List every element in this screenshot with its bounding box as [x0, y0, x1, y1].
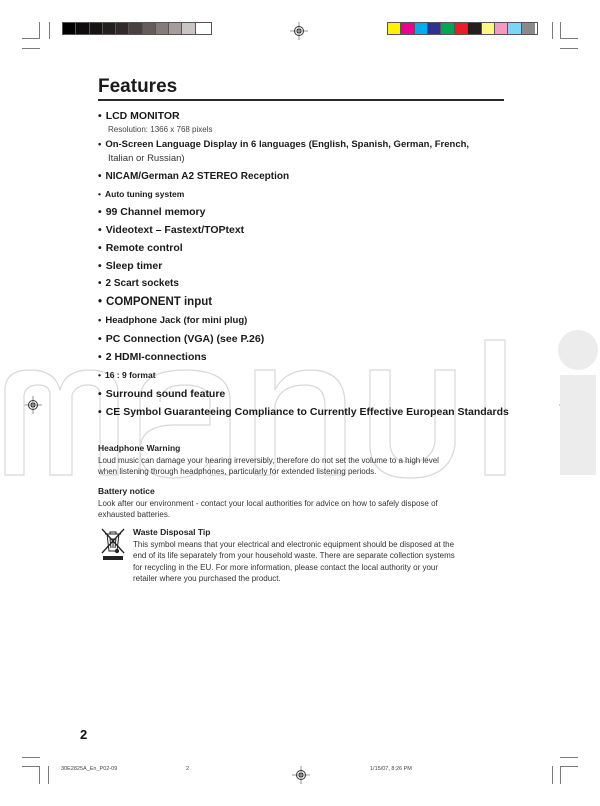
- feature-label: NICAM/German A2 STEREO Reception: [105, 171, 290, 182]
- registration-mark-icon: [290, 22, 308, 40]
- color-swatch: [90, 23, 103, 34]
- bullet: •: [98, 110, 102, 122]
- crop-mark: [48, 766, 49, 784]
- bullet: •: [98, 388, 102, 400]
- color-swatch: [468, 23, 481, 34]
- registration-mark-icon: [559, 396, 577, 414]
- crop-mark: [552, 766, 553, 784]
- title-divider: [98, 99, 504, 101]
- headphone-warning-text: Loud music can damage your hearing irreversibly, therefore do not set the volume to a high level when listening through headphones, particularly for extended listening periods.: [98, 455, 439, 476]
- feature-label: Sleep timer: [105, 260, 163, 272]
- color-swatch: [428, 23, 441, 34]
- feature-item: [98, 242, 183, 254]
- feature-label: 2 HDMI-connections: [105, 351, 207, 363]
- bullet: •: [98, 206, 102, 218]
- feature-item: [98, 406, 509, 418]
- color-calibration-bar: [387, 22, 538, 35]
- registration-mark-icon: [24, 396, 42, 414]
- crop-mark: [560, 766, 578, 767]
- feature-label: Remote control: [105, 242, 183, 254]
- bullet: •: [98, 224, 102, 236]
- crop-mark: [22, 757, 40, 758]
- weee-crossed-bin-icon: [100, 527, 126, 561]
- crop-mark: [49, 22, 50, 39]
- feature-item: [98, 333, 264, 345]
- feature-label: Surround sound feature: [105, 388, 226, 400]
- feature-label: 2 Scart sockets: [105, 278, 179, 289]
- crop-mark: [560, 38, 578, 39]
- crop-mark: [22, 766, 40, 767]
- bullet: •: [98, 278, 102, 289]
- bullet: •: [98, 370, 101, 380]
- color-swatch: [508, 23, 521, 34]
- slug-page: 2: [186, 766, 190, 772]
- color-swatch: [522, 23, 535, 34]
- bullet: •: [98, 296, 103, 308]
- bullet: •: [98, 351, 102, 363]
- feature-item: [98, 224, 244, 236]
- color-swatch: [482, 23, 495, 34]
- feature-label: Videotext – Fastext/TOPtext: [105, 224, 245, 236]
- color-swatch: [455, 23, 468, 34]
- headphone-warning: [98, 443, 458, 478]
- color-swatch: [495, 23, 508, 34]
- color-swatch: [388, 23, 401, 34]
- feature-item: [98, 206, 205, 218]
- waste-disposal-text: This symbol means that your electrical and electronic equipment should be disposed at the end of its life separately from your household waste. There are separate collection systems for recycling in the EU. For more information, please contact the local authority or your retailer where you purchased the product.: [133, 539, 455, 583]
- feature-item: [98, 351, 207, 363]
- crop-mark: [560, 766, 561, 784]
- color-swatch: [63, 23, 76, 34]
- feature-item: [98, 110, 180, 122]
- color-swatch: [143, 23, 156, 34]
- battery-notice-title: Battery notice: [98, 486, 155, 496]
- feature-label: Headphone Jack (for mini plug): [105, 315, 248, 326]
- waste-disposal-tip: [133, 527, 463, 585]
- feature-label: CE Symbol Guaranteeing Compliance to Currently Effective European Standards: [105, 406, 509, 418]
- waste-disposal-title: Waste Disposal Tip: [133, 527, 211, 537]
- color-swatch: [415, 23, 428, 34]
- crop-mark: [560, 22, 561, 39]
- color-swatch: [76, 23, 89, 34]
- bullet: •: [98, 171, 102, 182]
- registration-mark-icon: [292, 766, 310, 784]
- feature-item: [98, 171, 289, 182]
- bullet: •: [98, 189, 101, 199]
- feature-item: [98, 260, 162, 272]
- bullet: •: [98, 333, 102, 345]
- color-swatch: [129, 23, 142, 34]
- bullet: •: [98, 406, 102, 418]
- headphone-warning-title: Headphone Warning: [98, 443, 181, 453]
- feature-detail: Resolution: 1366 x 768 pixels: [108, 125, 213, 134]
- feature-item: [98, 189, 184, 199]
- feature-label: PC Connection (VGA) (see P.26): [105, 333, 265, 345]
- feature-item: [98, 370, 156, 380]
- bullet: •: [98, 260, 102, 272]
- color-swatch: [116, 23, 129, 34]
- slug-filename: 30E2825A_En_P02-09: [61, 766, 118, 772]
- battery-notice-text: Look after our environment - contact your local authorities for advice on how to safely dispose of exhausted batteries.: [98, 498, 438, 519]
- bullet: •: [98, 139, 102, 150]
- feature-label: COMPONENT input: [106, 296, 213, 308]
- color-swatch: [182, 23, 195, 34]
- feature-label: 99 Channel memory: [105, 206, 206, 218]
- crop-mark: [22, 48, 40, 49]
- bullet: •: [98, 315, 102, 326]
- bullet: •: [98, 242, 102, 254]
- slug-timestamp: 1/15/07, 8:26 PM: [370, 766, 412, 772]
- color-swatch: [156, 23, 169, 34]
- battery-notice: [98, 486, 458, 521]
- feature-label: On-Screen Language Display in 6 languages (English, Spanish, German, French,: [105, 139, 470, 150]
- color-swatch: [401, 23, 414, 34]
- feature-item: [98, 278, 179, 289]
- crop-mark: [39, 766, 40, 784]
- feature-label: 16 : 9 format: [104, 370, 156, 380]
- crop-mark: [552, 22, 553, 39]
- page-title: Features: [98, 76, 178, 97]
- crop-mark: [560, 757, 578, 758]
- feature-item: [98, 296, 212, 308]
- feature-item: [98, 139, 469, 150]
- feature-label: Auto tuning system: [104, 189, 185, 199]
- feature-item: [98, 388, 225, 400]
- feature-item: [98, 315, 247, 326]
- crop-mark: [22, 38, 40, 39]
- feature-detail: Italian or Russian): [108, 153, 185, 164]
- color-swatch: [441, 23, 454, 34]
- color-swatch: [169, 23, 182, 34]
- color-swatch: [196, 23, 209, 34]
- feature-label: LCD MONITOR: [105, 110, 180, 122]
- crop-mark: [560, 48, 578, 49]
- crop-mark: [39, 22, 40, 39]
- page-number: 2: [80, 727, 88, 742]
- color-swatch: [103, 23, 116, 34]
- grayscale-calibration-bar: [62, 22, 212, 35]
